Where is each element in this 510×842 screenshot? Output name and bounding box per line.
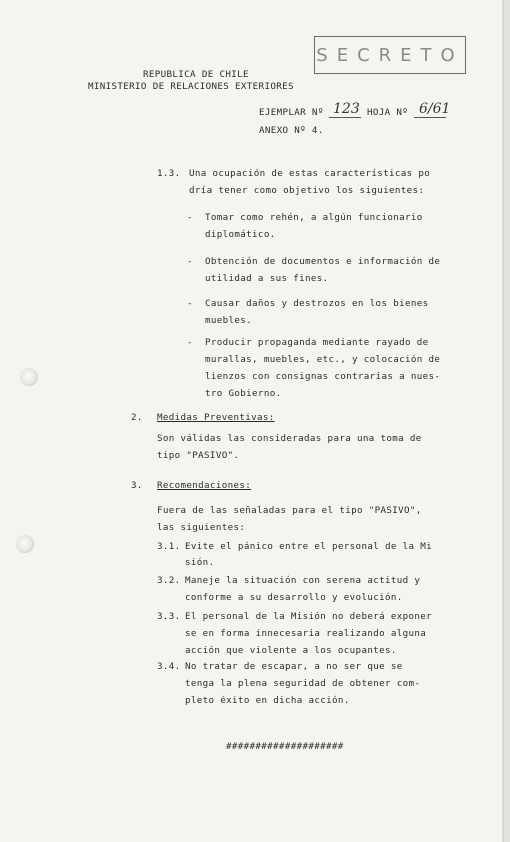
section-3-number: 3.: [131, 480, 143, 491]
bullet-line: lienzos con consignas contrarias a nues-: [205, 371, 441, 382]
bullet-line: diplomático.: [205, 229, 276, 240]
hoja-underline: [414, 117, 446, 118]
stamp-text: SECRETO: [316, 45, 464, 66]
item-number: 3.4.: [157, 661, 181, 672]
item-number: 3.2.: [157, 575, 181, 586]
section-3-title: Recomendaciones:: [157, 480, 252, 491]
bullet-line: tro Gobierno.: [205, 388, 282, 399]
bullet-dash: -: [187, 298, 193, 309]
punch-hole-bottom: [16, 535, 34, 553]
bullet-line: murallas, muebles, etc., y colocación de: [205, 354, 441, 365]
item-line: pleto éxito en dicha acción.: [185, 695, 350, 706]
punch-hole-top: [20, 368, 38, 386]
section-3-intro-line: las siguientes:: [157, 522, 246, 533]
section-2-number: 2.: [131, 412, 143, 423]
section-1-3-line: dría tener como objetivo los siguientes:: [189, 185, 425, 196]
page-edge: [504, 0, 510, 842]
anexo-label: ANEXO Nº 4.: [259, 125, 324, 136]
section-2-title: Medidas Preventivas:: [157, 412, 275, 423]
item-number: 3.3.: [157, 611, 181, 622]
section-3-intro-line: Fuera de las señaladas para el tipo "PASIVO",: [157, 505, 422, 516]
section-2-line: Son válidas las consideradas para una toma de: [157, 433, 422, 444]
ejemplar-label: EJEMPLAR Nº: [259, 107, 324, 118]
header-country: REPUBLICA DE CHILE: [143, 69, 249, 80]
item-line: sión.: [185, 557, 215, 568]
bullet-line: Causar daños y destrozos en los bienes: [205, 298, 429, 309]
bullet-line: Tomar como rehén, a algún funcionario: [205, 212, 423, 223]
item-line: Evite el pánico entre el personal de la Mi: [185, 541, 433, 552]
ejemplar-underline: [329, 117, 361, 118]
item-line: No tratar de escapar, a no ser que se: [185, 661, 403, 672]
bullet-dash: -: [187, 337, 193, 348]
bullet-line: Obtención de documentos e información de: [205, 256, 441, 267]
item-line: tenga la plena seguridad de obtener com-: [185, 678, 421, 689]
classification-stamp: [314, 36, 466, 74]
section-2-line: tipo "PASIVO".: [157, 450, 240, 461]
bullet-line: utilidad a sus fines.: [205, 273, 329, 284]
item-line: acción que violente a los ocupantes.: [185, 645, 397, 656]
section-1-3-number: 1.3.: [157, 168, 181, 179]
section-1-3-line: Una ocupación de estas características po: [189, 168, 431, 179]
bullet-line: Producir propaganda mediante rayado de: [205, 337, 429, 348]
hoja-label: HOJA Nº: [367, 107, 409, 118]
ejemplar-number: 123: [333, 101, 360, 117]
item-line: Maneje la situación con serena actitud y: [185, 575, 421, 586]
item-line: se en forma innecesaria realizando alguna: [185, 628, 427, 639]
bullet-line: muebles.: [205, 315, 253, 326]
bullet-dash: -: [187, 212, 193, 223]
item-line: El personal de la Misión no deberá exponer: [185, 611, 433, 622]
header-ministry: MINISTERIO DE RELACIONES EXTERIORES: [88, 81, 294, 92]
bullet-dash: -: [187, 256, 193, 267]
item-line: conforme a su desarrollo y evolución.: [185, 592, 403, 603]
hoja-number: 6/61: [419, 101, 451, 117]
item-number: 3.1.: [157, 541, 181, 552]
closing-hash-rule: ####################: [226, 741, 344, 752]
